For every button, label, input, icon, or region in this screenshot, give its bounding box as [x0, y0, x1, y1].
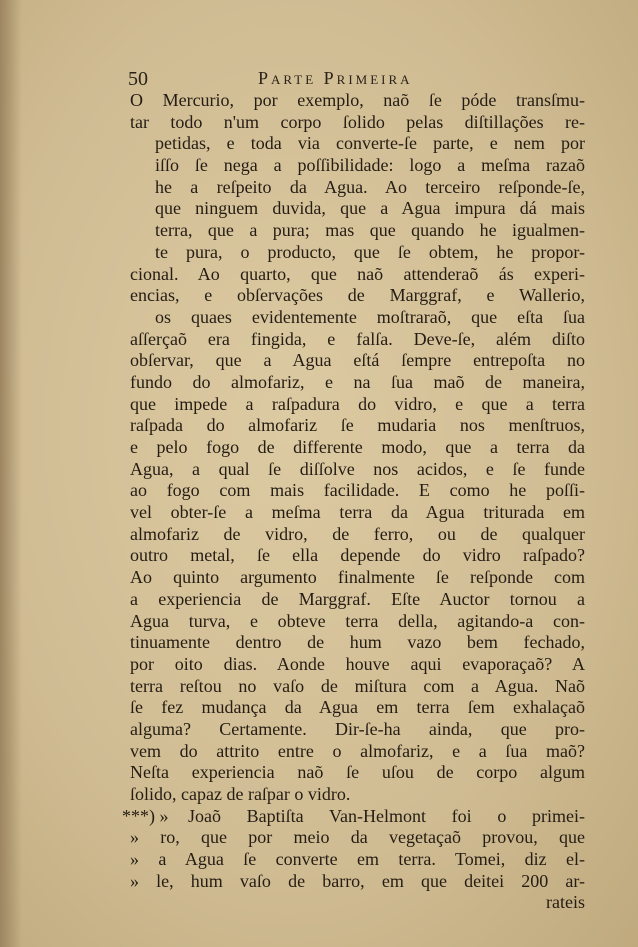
text-line: e pelo fogo de differente modo, que a terra da	[130, 437, 585, 457]
text-line: Agua, a qual ſe diſſolve nos acidos, e ſe funde	[130, 458, 585, 479]
text-line: encias, e obſervações de Marggraf, e Wallerio,	[130, 285, 585, 306]
text-line: a experiencia de Marggraf. Eſte Auctor tornou a	[130, 588, 585, 609]
text-line: fundo do almofariz, e na ſua maõ de maneira,	[130, 371, 585, 392]
text-line: petidas, e toda via converte-ſe parte, e nem por	[155, 133, 585, 154]
text-line: vem do attrito entre o almofariz, e a ſua maõ?	[130, 740, 585, 761]
text-line: te pura, o producto, que ſe obtem, he propor-	[155, 241, 585, 262]
body-text	[122, 90, 585, 914]
text-line: por oito dias. Aonde houve aqui evaporaçaõ? A	[130, 653, 585, 674]
text-line: cional. Ao quarto, que naõ attenderaõ ás experi-	[130, 263, 585, 284]
text-line: obſervar, que a Agua eſtá ſempre entrepoſta no	[130, 350, 585, 371]
text-line: que impede a raſpadura do vidro, e que a terra	[130, 393, 585, 414]
text-line: Neſta experiencia naõ ſe uſou de corpo algum	[130, 762, 585, 783]
footnote	[122, 805, 585, 914]
text-line: outro metal, ſe ella depende do vidro raſpado?	[130, 545, 585, 566]
text-line: tinuamente dentro de hum vazo bem fechado,	[130, 632, 585, 653]
text-line: Ao quinto argumento finalmente ſe reſponde com	[130, 567, 585, 588]
text-line: aſſerçaõ era fingida, e falſa. Deve-ſe, além diſto	[130, 328, 585, 349]
text-line: ao fogo com mais facilidade. E como he poſſi-	[130, 480, 585, 501]
text-line: os quaes evidentemente moſtraraõ, que eſta ſua	[155, 306, 585, 327]
text-line: he a reſpeito da Agua. Ao terceiro reſponde-ſe,	[155, 176, 585, 197]
text-line: iſſo ſe nega a poſſibilidade: logo a meſma razaõ	[155, 155, 585, 176]
text-line: ſolido, capaz de raſpar o vidro.	[130, 784, 351, 804]
running-head: Parte Primeira	[258, 68, 413, 88]
footnote-line: » ro, que por meio da vegetaçaõ provou, que	[130, 827, 585, 848]
footnote-marker: ***) »	[122, 805, 169, 826]
footnote-line: » le, hum vaſo de barro, em que deitei 200 ar-	[130, 870, 585, 891]
catchword: rateis	[546, 892, 585, 913]
text-line: vel obter-ſe a meſma terra da Agua triturada em	[130, 502, 585, 523]
footnote-line: » a Agua ſe converte em terra. Tomei, diz el-	[130, 849, 585, 870]
text-line: terra reſtou no vaſo de miſtura com a Agua. Naõ	[130, 675, 585, 696]
text-line: ſe fez mudança da Agua em terra ſem exhalaçaõ	[130, 697, 585, 718]
text-line: raſpada do almofariz ſe mudaria nos menſtruos,	[130, 415, 585, 436]
text-line: O Mercurio, por exemplo, naõ ſe póde transſmu-	[130, 90, 585, 110]
text-line: tar todo n'um corpo ſolido pelas diſtillações re-	[130, 111, 585, 132]
page-number: 50	[128, 68, 148, 90]
footnote-line: Joaõ Baptiſta Van-Helmont foi o primei-	[188, 805, 585, 826]
text-line: que ninguem duvida, que a Agua impura dá mais	[155, 198, 585, 219]
text-line: Agua turva, e obteve terra della, agitando-a con-	[130, 610, 585, 631]
text-line: terra, que a pura; mas que quando he igualmen-	[155, 220, 585, 241]
page-spine-shadow	[0, 0, 22, 947]
text-line: alguma? Certamente. Dir-ſe-ha ainda, que pro-	[130, 718, 585, 739]
text-line: almofariz de vidro, de ferro, ou de qualquer	[130, 523, 585, 544]
